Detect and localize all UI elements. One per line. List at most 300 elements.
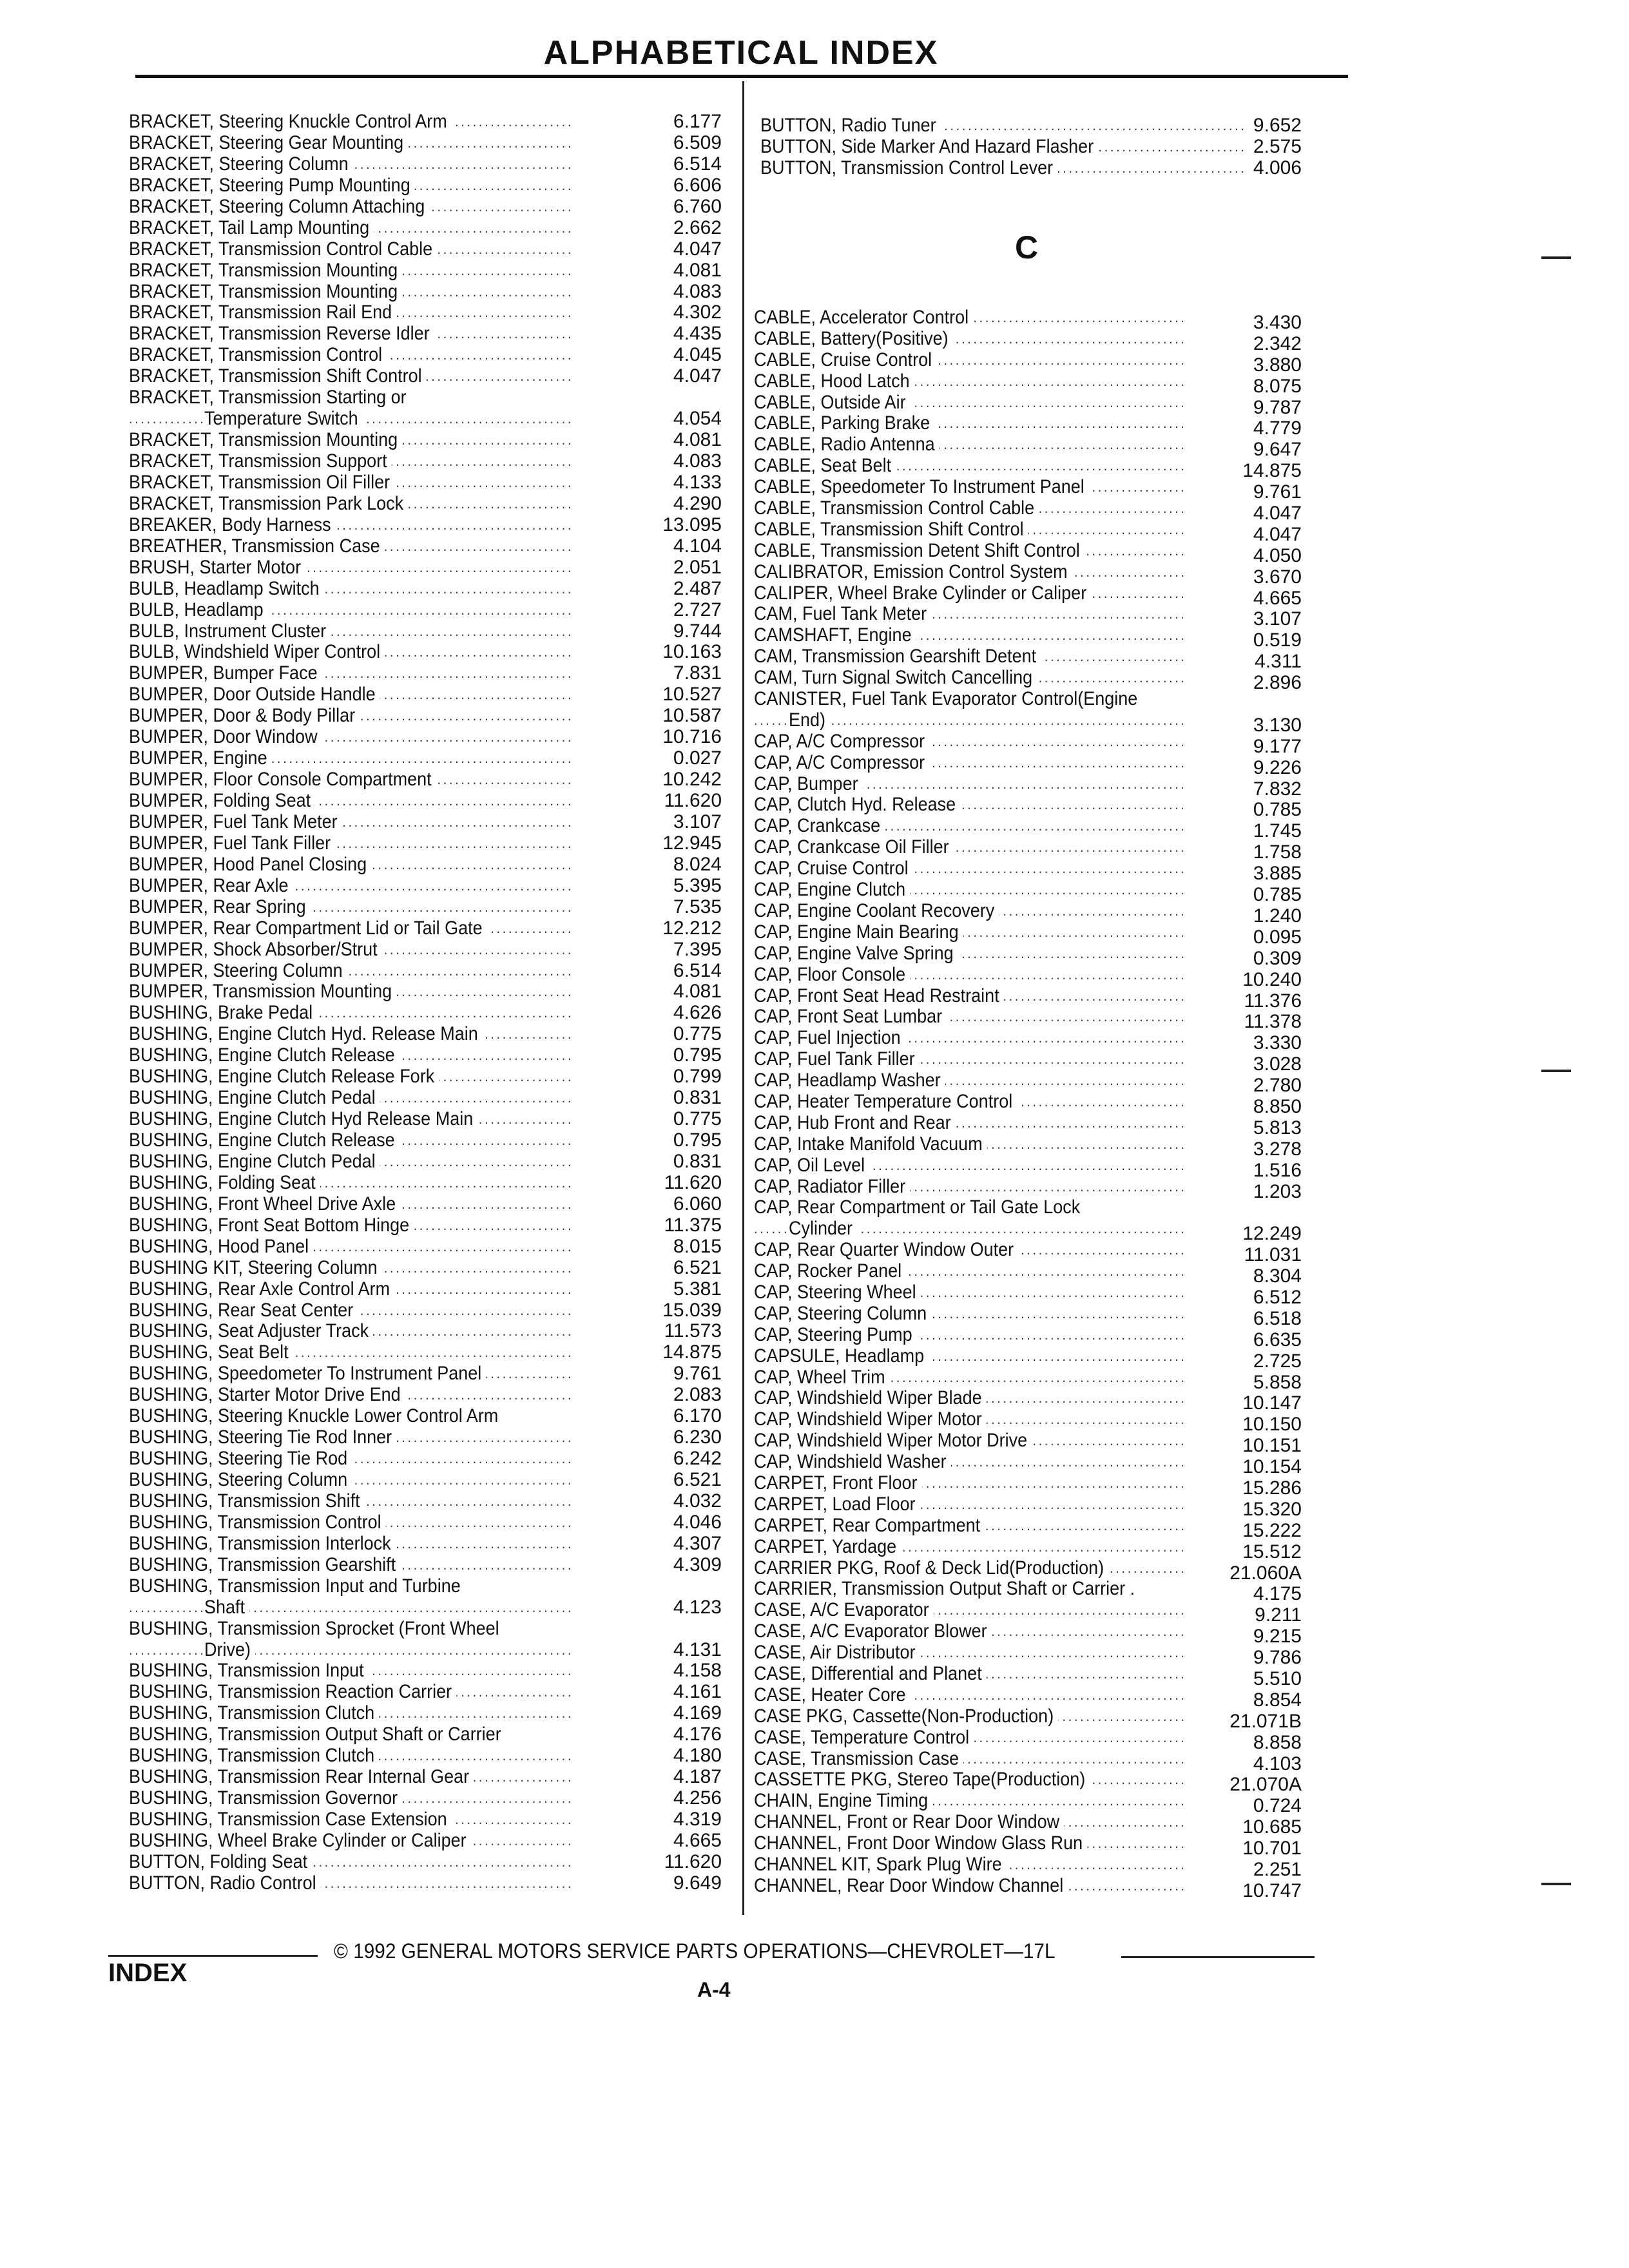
index-entry: [129, 1151, 722, 1172]
index-entry-label: CHAIN, Engine Timing: [754, 1790, 932, 1811]
index-entry-page: 0.785: [1253, 884, 1302, 906]
index-entry: [754, 794, 1302, 821]
index-entry-page: 6.514: [673, 153, 722, 175]
index-entry: [754, 667, 1302, 694]
index-entry: [754, 603, 1302, 630]
index-entry: [754, 709, 1302, 736]
index-entry: [754, 1557, 1302, 1584]
index-entry-page: 4.103: [1253, 1753, 1302, 1774]
index-entry: [129, 1702, 722, 1724]
index-entry-page: 5.858: [1253, 1371, 1302, 1393]
index-entry-page: 10.701: [1242, 1838, 1302, 1860]
index-entry-page: 5.813: [1253, 1117, 1302, 1139]
index-entry-label: CASE, Heater Core: [754, 1684, 911, 1706]
index-entry-label: BUSHING KIT, Steering Column: [129, 1257, 382, 1278]
index-entry-label: BUSHING, Transmission Input and Turbine: [129, 1575, 465, 1597]
index-entry-label: BUSHING, Transmission Control: [129, 1512, 386, 1533]
index-entry: [129, 1002, 722, 1023]
index-entry: [129, 344, 722, 365]
index-entry-label: CAP, Windshield Wiper Motor Drive: [754, 1430, 1032, 1451]
index-entry-page: 5.395: [673, 874, 722, 896]
index-entry: [760, 136, 1302, 157]
index-entry-label: BUSHING, Engine Clutch Pedal: [129, 1087, 380, 1108]
index-entry: [754, 1366, 1302, 1393]
index-entry-page: 2.342: [1253, 332, 1302, 354]
index-entry: [129, 429, 722, 450]
index-entry: [129, 175, 722, 196]
index-entry-label: CAP, Headlamp Washer: [754, 1070, 945, 1091]
index-entry: [129, 578, 722, 599]
index-entry-page: 3.107: [673, 811, 722, 832]
index-entry: [129, 960, 722, 981]
index-entry: [754, 688, 1302, 709]
index-entry-label: CAM, Turn Signal Switch Cancelling: [754, 667, 1037, 688]
index-entry-label: BUMPER, Door & Body Pillar: [129, 705, 360, 726]
index-entry-label: BUSHING, Seat Belt: [129, 1341, 293, 1363]
index-entry-label: BUSHING, Transmission Sprocket (Front Wheel: [129, 1618, 504, 1639]
index-entry: [129, 1681, 722, 1702]
right-index-column-top: [760, 115, 1302, 178]
index-entry-page: 10.716: [662, 726, 722, 748]
index-entry-page: 4.081: [673, 259, 722, 281]
index-entry-label: BRACKET, Transmission Mounting: [129, 281, 402, 302]
index-entry-page: 4.006: [1253, 157, 1302, 178]
index-entry: [754, 1578, 1302, 1605]
index-entry-page: 6.514: [673, 959, 722, 981]
index-entry-label: CAP, Heater Temperature Control: [754, 1091, 1017, 1112]
index-entry: [129, 1872, 722, 1894]
index-entry-page: 4.176: [673, 1724, 722, 1745]
index-entry: [129, 1193, 722, 1215]
index-entry: [129, 408, 722, 429]
index-entry: [129, 1787, 722, 1809]
index-entry-label: BRACKET, Steering Column Attaching: [129, 196, 429, 217]
index-entry-label: BUSHING, Engine Clutch Hyd. Release Main: [129, 1023, 483, 1044]
index-entry: [129, 196, 722, 217]
index-entry-label: CAP, Steering Wheel: [754, 1282, 921, 1303]
index-entry: [754, 1790, 1302, 1817]
index-entry-page: 4.175: [1253, 1583, 1302, 1605]
index-entry: [754, 1535, 1302, 1562]
index-entry-label: CARPET, Load Floor: [754, 1494, 920, 1515]
index-entry-label: BUMPER, Rear Axle: [129, 875, 293, 896]
index-entry-page: 10.240: [1242, 968, 1302, 990]
index-entry-label: CAP, Rocker Panel: [754, 1260, 906, 1282]
index-entry-label: CAP, Steering Column: [754, 1303, 931, 1324]
index-entry: [129, 811, 722, 832]
index-entry-label: CAM, Transmission Gearshift Detent: [754, 646, 1041, 667]
index-entry: [129, 1618, 722, 1639]
index-entry: [754, 1260, 1302, 1287]
index-entry-label: BUMPER, Door Outside Handle: [129, 684, 380, 705]
index-entry-page: 7.832: [1253, 778, 1302, 800]
index-entry: [754, 985, 1302, 1012]
index-entry-label: BRACKET, Steering Gear Mounting: [129, 132, 408, 153]
index-entry-page: 1.758: [1253, 841, 1302, 863]
index-entry-page: 3.278: [1253, 1138, 1302, 1160]
index-entry-page: 15.320: [1242, 1498, 1302, 1520]
index-entry: [129, 1490, 722, 1512]
index-entry-page: 11.376: [1244, 990, 1302, 1012]
index-entry: [129, 1363, 722, 1384]
index-entry: [754, 1281, 1302, 1308]
index-entry-label: BUSHING, Steering Column: [129, 1469, 352, 1490]
index-entry: [129, 918, 722, 939]
index-entry: [754, 1387, 1302, 1414]
index-entry-label: BUSHING, Transmission Gearshift: [129, 1554, 400, 1575]
section-letter-heading: C: [1015, 229, 1039, 265]
index-entry: [754, 1811, 1302, 1838]
index-entry-page: 10.147: [1242, 1392, 1302, 1414]
index-entry-label: CAP, A/C Compressor: [754, 731, 929, 752]
index-entry-page: 4.290: [673, 492, 722, 514]
index-entry-page: 21.060A: [1229, 1562, 1302, 1584]
index-entry-page: 9.761: [1253, 481, 1302, 503]
index-entry-page: 10.242: [662, 769, 722, 791]
index-entry: [754, 1430, 1302, 1457]
index-entry-label: BUSHING, Hood Panel: [129, 1236, 313, 1257]
index-entry-page: 0.795: [673, 1044, 722, 1066]
index-entry-page: 2.727: [673, 599, 722, 620]
index-entry: [754, 391, 1302, 418]
index-entry: [129, 217, 722, 238]
index-entry-page: 4.104: [673, 535, 722, 557]
index-entry-page: 4.047: [1253, 503, 1302, 524]
index-entry-page: 0.831: [673, 1150, 722, 1172]
index-entry-page: 9.744: [673, 620, 722, 642]
index-entry-label: BUTTON, Radio Tuner: [760, 115, 941, 136]
index-entry-label: CAP, Engine Valve Spring: [754, 943, 958, 964]
index-entry: [129, 365, 722, 387]
index-entry-page: 6.606: [673, 174, 722, 196]
index-entry: [754, 497, 1302, 524]
index-entry: [129, 1575, 722, 1597]
index-entry-label: BUSHING, Seat Adjuster Track: [129, 1320, 373, 1341]
index-entry-page: 15.512: [1242, 1541, 1302, 1562]
index-entry: [754, 1302, 1302, 1329]
margin-tick-mark: [1541, 256, 1571, 259]
index-entry-page: 8.304: [1253, 1265, 1302, 1287]
index-entry-label: BUMPER, Door Window: [129, 726, 322, 747]
index-entry-page: 6.521: [673, 1256, 722, 1278]
index-entry-page: 3.130: [1253, 714, 1302, 736]
index-entry-page: 10.747: [1242, 1879, 1302, 1901]
margin-tick-mark: [1541, 1883, 1571, 1885]
index-entry-label: BUSHING, Front Wheel Drive Axle: [129, 1193, 400, 1215]
index-entry-label: BULB, Headlamp: [129, 599, 268, 620]
index-entry: [754, 963, 1302, 990]
index-entry-page: 3.430: [1253, 312, 1302, 333]
index-entry: [129, 939, 722, 960]
index-entry-label: BUMPER, Fuel Tank Filler: [129, 832, 335, 854]
index-entry-page: 9.786: [1253, 1647, 1302, 1669]
index-entry-label: CASE, Transmission Case: [754, 1748, 963, 1769]
index-entry-label: CABLE, Speedometer To Instrument Panel: [754, 476, 1089, 497]
index-entry-label: BRACKET, Transmission Starting or: [129, 387, 411, 408]
index-entry-page: 4.169: [673, 1702, 722, 1724]
index-entry-label: CAP, Windshield Washer: [754, 1451, 951, 1472]
index-entry: [129, 790, 722, 811]
index-entry-page: 4.665: [673, 1829, 722, 1851]
index-entry-page: 6.230: [673, 1427, 722, 1448]
index-entry-label: BRACKET, Transmission Mounting: [129, 260, 402, 281]
index-entry-page: 0.095: [1253, 926, 1302, 948]
index-entry: [129, 1384, 722, 1405]
index-entry-label: CAP, A/C Compressor: [754, 752, 929, 773]
index-entry: [129, 1766, 722, 1787]
index-entry-label: BUSHING, Engine Clutch Release: [129, 1129, 400, 1151]
index-entry: [754, 434, 1302, 461]
index-entry: [754, 858, 1302, 885]
index-entry-label: CASSETTE PKG, Stereo Tape(Production): [754, 1769, 1090, 1790]
index-entry-label: BUSHING, Transmission Reaction Carrier: [129, 1681, 456, 1702]
index-entry-label: CAP, Engine Coolant Recovery: [754, 900, 999, 921]
index-entry-page: 7.395: [673, 938, 722, 960]
index-entry-page: 0.831: [673, 1087, 722, 1109]
index-entry-page: 6.170: [673, 1405, 722, 1427]
index-entry: [754, 1006, 1302, 1033]
index-entry-page: 1.516: [1253, 1159, 1302, 1181]
index-entry-label: BUSHING, Wheel Brake Cylinder or Caliper: [129, 1830, 471, 1851]
index-entry-page: 13.095: [662, 514, 722, 535]
index-entry-label: BUSHING, Starter Motor Drive End: [129, 1384, 405, 1405]
index-entry-page: 4.045: [673, 344, 722, 366]
footer-rule-right: [1121, 1956, 1315, 1958]
index-entry-label: CANISTER, Fuel Tank Evaporator Control(Engine: [754, 688, 1142, 709]
index-entry: [129, 1278, 722, 1300]
index-entry-label: BUTTON, Folding Seat: [129, 1851, 312, 1872]
index-entry-page: 2.662: [673, 216, 722, 238]
index-entry-label: Cylinder: [789, 1218, 857, 1239]
index-entry-label: CABLE, Outside Air: [754, 392, 911, 413]
index-entry: [129, 153, 722, 175]
index-entry-page: 3.330: [1253, 1032, 1302, 1054]
index-entry-page: 4.626: [673, 1002, 722, 1024]
index-entry: [129, 1341, 722, 1363]
index-entry: [754, 327, 1302, 354]
index-entry: [754, 751, 1302, 778]
index-entry-label: CAPSULE, Headlamp: [754, 1345, 929, 1367]
index-entry-page: 0.775: [673, 1023, 722, 1045]
index-entry: [754, 1854, 1302, 1881]
index-entry: [129, 1236, 722, 1257]
index-entry-page: 14.875: [662, 1341, 722, 1363]
index-entry-label: BUMPER, Transmission Mounting: [129, 981, 396, 1002]
index-entry-label: BRACKET, Transmission Park Lock: [129, 493, 408, 514]
index-entry-label: BRACKET, Steering Column: [129, 153, 353, 175]
index-entry-label: BUSHING, Front Seat Bottom Hinge: [129, 1215, 414, 1236]
index-entry: [754, 1175, 1302, 1202]
index-entry-page: 2.251: [1253, 1859, 1302, 1881]
column-divider: [742, 81, 744, 1915]
index-entry: [754, 1090, 1302, 1117]
index-entry: [754, 879, 1302, 906]
index-entry-page: 4.435: [673, 323, 722, 345]
index-entry: [754, 1196, 1302, 1218]
index-entry-page: 0.799: [673, 1066, 722, 1088]
index-entry-page: 4.083: [673, 280, 722, 302]
index-entry-page: 2.896: [1253, 672, 1302, 694]
index-entry-label: BUSHING, Steering Tie Rod Inner: [129, 1427, 396, 1448]
index-entry-label: CABLE, Radio Antenna: [754, 434, 940, 455]
index-entry: [754, 1048, 1302, 1075]
index-entry-label: CAP, Wheel Trim: [754, 1367, 890, 1388]
index-entry-page: 9.652: [1253, 115, 1302, 136]
index-entry-page: 6.521: [673, 1469, 722, 1490]
index-entry: [754, 1726, 1302, 1753]
index-entry: [754, 1747, 1302, 1774]
index-entry-label: CAP, Windshield Wiper Motor: [754, 1408, 987, 1430]
page-number: A-4: [697, 1978, 731, 2001]
index-entry-label: Drive): [204, 1639, 255, 1660]
index-entry: [129, 726, 722, 747]
index-entry-page: 10.527: [662, 684, 722, 706]
index-entry: [754, 624, 1302, 651]
index-entry-label: CABLE, Transmission Shift Control: [754, 519, 1028, 540]
index-entry-page: 4.133: [673, 471, 722, 493]
index-entry: [754, 1133, 1302, 1160]
index-entry-page: 2.051: [673, 556, 722, 578]
index-entry-label: CABLE, Parking Brake: [754, 412, 934, 434]
index-entry-label: Temperature Switch: [204, 408, 363, 429]
index-entry-label: CAP, Steering Pump: [754, 1324, 917, 1345]
index-entry-label: BUMPER, Rear Compartment Lid or Tail Gate: [129, 918, 487, 939]
index-entry-label: CABLE, Cruise Control: [754, 349, 936, 370]
index-entry: [129, 1533, 722, 1554]
index-entry: [754, 1345, 1302, 1372]
index-entry: [129, 854, 722, 875]
index-entry-label: BRACKET, Transmission Mounting: [129, 429, 402, 450]
index-entry-label: CAP, Cruise Control: [754, 858, 913, 879]
index-entry-page: 9.177: [1253, 735, 1302, 757]
index-entry-label: BULB, Headlamp Switch: [129, 578, 324, 599]
index-entry-label: BRACKET, Transmission Support: [129, 450, 392, 472]
index-entry-label: CASE, A/C Evaporator Blower: [754, 1620, 992, 1642]
index-entry-label: BUSHING, Steering Knuckle Lower Control Arm: [129, 1405, 503, 1427]
index-entry-page: 8.015: [673, 1235, 722, 1257]
index-entry-label: BUSHING, Transmission Interlock: [129, 1533, 396, 1554]
index-entry-label: BUMPER, Bumper Face: [129, 662, 322, 684]
index-entry: [129, 620, 722, 642]
index-entry-page: 0.775: [673, 1108, 722, 1130]
index-entry: [754, 518, 1302, 545]
index-entry: [129, 769, 722, 790]
index-entry: [129, 302, 722, 323]
right-index-column: [754, 307, 1302, 1901]
index-entry-page: 4.050: [1253, 544, 1302, 566]
index-entry-label: BUSHING, Transmission Input: [129, 1660, 369, 1681]
index-entry-label: CHANNEL, Rear Door Window Channel: [754, 1875, 1068, 1896]
index-entry-label: Shaft: [204, 1597, 249, 1618]
index-entry-label: CAM, Fuel Tank Meter: [754, 603, 931, 624]
index-entry: [129, 832, 722, 854]
index-entry-page: 3.028: [1253, 1053, 1302, 1075]
index-entry-page: 6.060: [673, 1193, 722, 1215]
index-entry-page: 12.212: [662, 917, 722, 939]
index-entry: [129, 260, 722, 281]
index-entry: [129, 238, 722, 260]
index-entry: [129, 323, 722, 344]
index-entry-page: 3.670: [1253, 566, 1302, 588]
index-entry: [754, 539, 1302, 566]
index-entry: [129, 705, 722, 726]
index-entry: [129, 641, 722, 662]
index-entry-label: BUSHING, Transmission Shift: [129, 1490, 365, 1512]
index-entry: [754, 370, 1302, 397]
index-entry: [754, 730, 1302, 757]
index-entry-page: 4.047: [1253, 523, 1302, 545]
index-entry-label: CAP, Fuel Injection: [754, 1027, 905, 1048]
index-entry-label: BUSHING, Engine Clutch Release Fork: [129, 1066, 439, 1087]
index-entry-label: BUSHING, Brake Pedal: [129, 1002, 317, 1023]
index-entry-label: BUMPER, Rear Spring: [129, 896, 311, 918]
index-entry-page: 15.039: [662, 1299, 722, 1321]
index-entry: [129, 450, 722, 472]
index-entry-label: BRACKET, Transmission Shift Control: [129, 365, 427, 387]
index-entry-page: 10.151: [1242, 1435, 1302, 1457]
index-entry-page: 4.311: [1255, 651, 1302, 673]
index-entry: [129, 1830, 722, 1851]
index-entry-label: BUSHING, Speedometer To Instrument Panel: [129, 1363, 486, 1384]
index-entry-page: 9.761: [673, 1363, 722, 1385]
index-entry: [129, 981, 722, 1002]
index-entry-label: CAMSHAFT, Engine: [754, 624, 916, 646]
index-entry-label: CASE, A/C Evaporator: [754, 1599, 934, 1620]
index-entry: [754, 899, 1302, 927]
index-entry-label: BREAKER, Body Harness: [129, 514, 336, 535]
index-entry-label: BUTTON, Side Marker And Hazard Flasher: [760, 136, 1098, 157]
index-entry-label: BRACKET, Tail Lamp Mounting: [129, 217, 374, 238]
index-entry-page: 15.222: [1242, 1519, 1302, 1541]
index-entry-page: 2.780: [1253, 1075, 1302, 1097]
index-entry-page: 4.161: [673, 1681, 722, 1703]
index-entry-label: CAP, Floor Console: [754, 964, 910, 985]
index-entry-label: BUMPER, Hood Panel Closing: [129, 854, 371, 875]
index-entry-label: BUMPER, Fuel Tank Meter: [129, 811, 342, 832]
index-entry-page: 7.535: [673, 896, 722, 918]
index-entry-page: 2.575: [1253, 135, 1302, 157]
index-entry-label: CHANNEL, Front Door Window Glass Run: [754, 1832, 1087, 1854]
index-entry-page: 21.070A: [1229, 1774, 1302, 1796]
index-entry-label: CAP, Radiator Filler: [754, 1176, 910, 1197]
index-entry-page: 1.745: [1253, 820, 1302, 842]
index-entry-label: BUSHING, Engine Clutch Hyd Release Main: [129, 1108, 477, 1129]
index-entry-page: 9.787: [1253, 396, 1302, 418]
index-entry-page: 7.831: [673, 662, 722, 684]
index-entry-label: CAP, Windshield Wiper Blade: [754, 1387, 987, 1408]
footer-rule-left: [108, 1955, 318, 1957]
index-entry-label: BUSHING, Transmission Governor: [129, 1787, 402, 1809]
index-entry: [754, 1642, 1302, 1669]
index-entry: [129, 1023, 722, 1044]
index-entry-label: CAP, Rear Quarter Window Outer: [754, 1239, 1018, 1260]
index-entry: [129, 1066, 722, 1087]
index-entry-label: BUSHING, Transmission Output Shaft or Carrier: [129, 1724, 506, 1745]
index-entry-label: BUSHING, Transmission Case Extension: [129, 1809, 452, 1830]
index-entry-page: 10.150: [1242, 1414, 1302, 1436]
index-entry-label: BUSHING, Rear Seat Center: [129, 1300, 358, 1321]
index-entry: [129, 1172, 722, 1193]
index-entry: [754, 942, 1302, 969]
index-entry: [754, 1408, 1302, 1436]
index-entry: [754, 1070, 1302, 1097]
index-entry-page: 9.211: [1255, 1604, 1302, 1626]
index-entry-label: BUMPER, Floor Console Compartment: [129, 769, 436, 790]
index-entry: [754, 1451, 1302, 1478]
index-entry: [129, 1512, 722, 1533]
index-entry-label: CAP, Clutch Hyd. Release: [754, 794, 960, 815]
index-entry-page: 4.256: [673, 1787, 722, 1809]
